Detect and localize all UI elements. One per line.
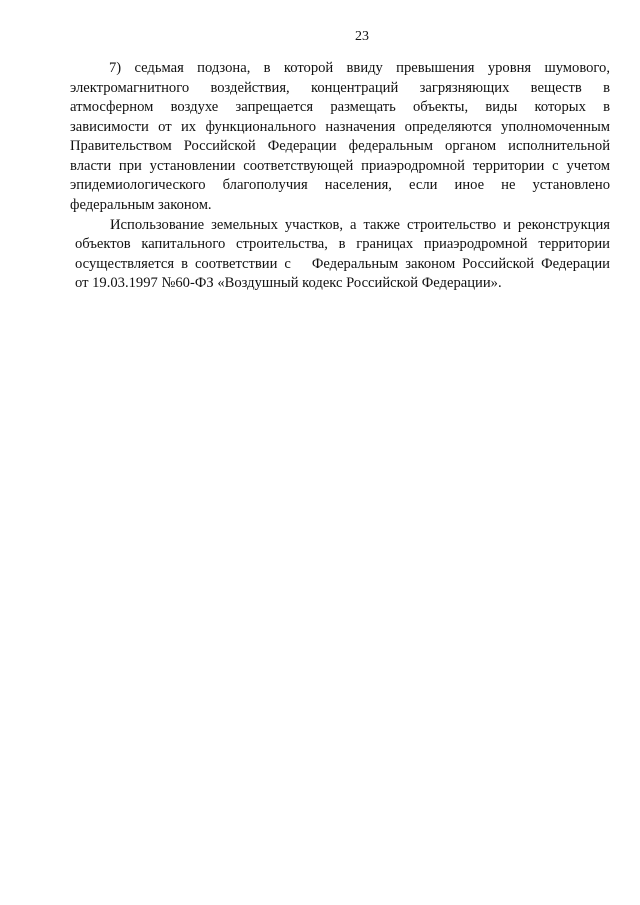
text-line: эпидемиологического благополучия населения, если иное не установлено	[70, 177, 610, 193]
text-line: зависимости от их функционального назначения определяются уполномоченным	[70, 119, 610, 135]
text-line: осуществляется в соответствии с Федеральным законом Российской Федерации	[75, 256, 610, 272]
text-line: 7) седьмая подзона, в которой ввиду превышения уровня шумового,	[109, 60, 610, 76]
text-line: власти при установлении соответствующей приаэродромной территории с учетом	[70, 158, 610, 174]
text-line: от 19.03.1997 №60-ФЗ «Воздушный кодекс Российской Федерации».	[75, 275, 502, 291]
text-line: электромагнитного воздействия, концентраций загрязняющих веществ в	[70, 80, 610, 96]
text-line: объектов капитального строительства, в границах приаэродромной территории	[75, 236, 610, 252]
text-line: атмосферном воздухе запрещается размещать объекты, виды которых в	[70, 99, 610, 115]
text-line: Использование земельных участков, а также строительство и реконструкция	[110, 217, 610, 233]
text-line: федеральным законом.	[70, 197, 212, 213]
text-line: Правительством Российской Федерации федеральным органом исполнительной	[70, 138, 610, 154]
page-number: 23	[355, 29, 369, 44]
